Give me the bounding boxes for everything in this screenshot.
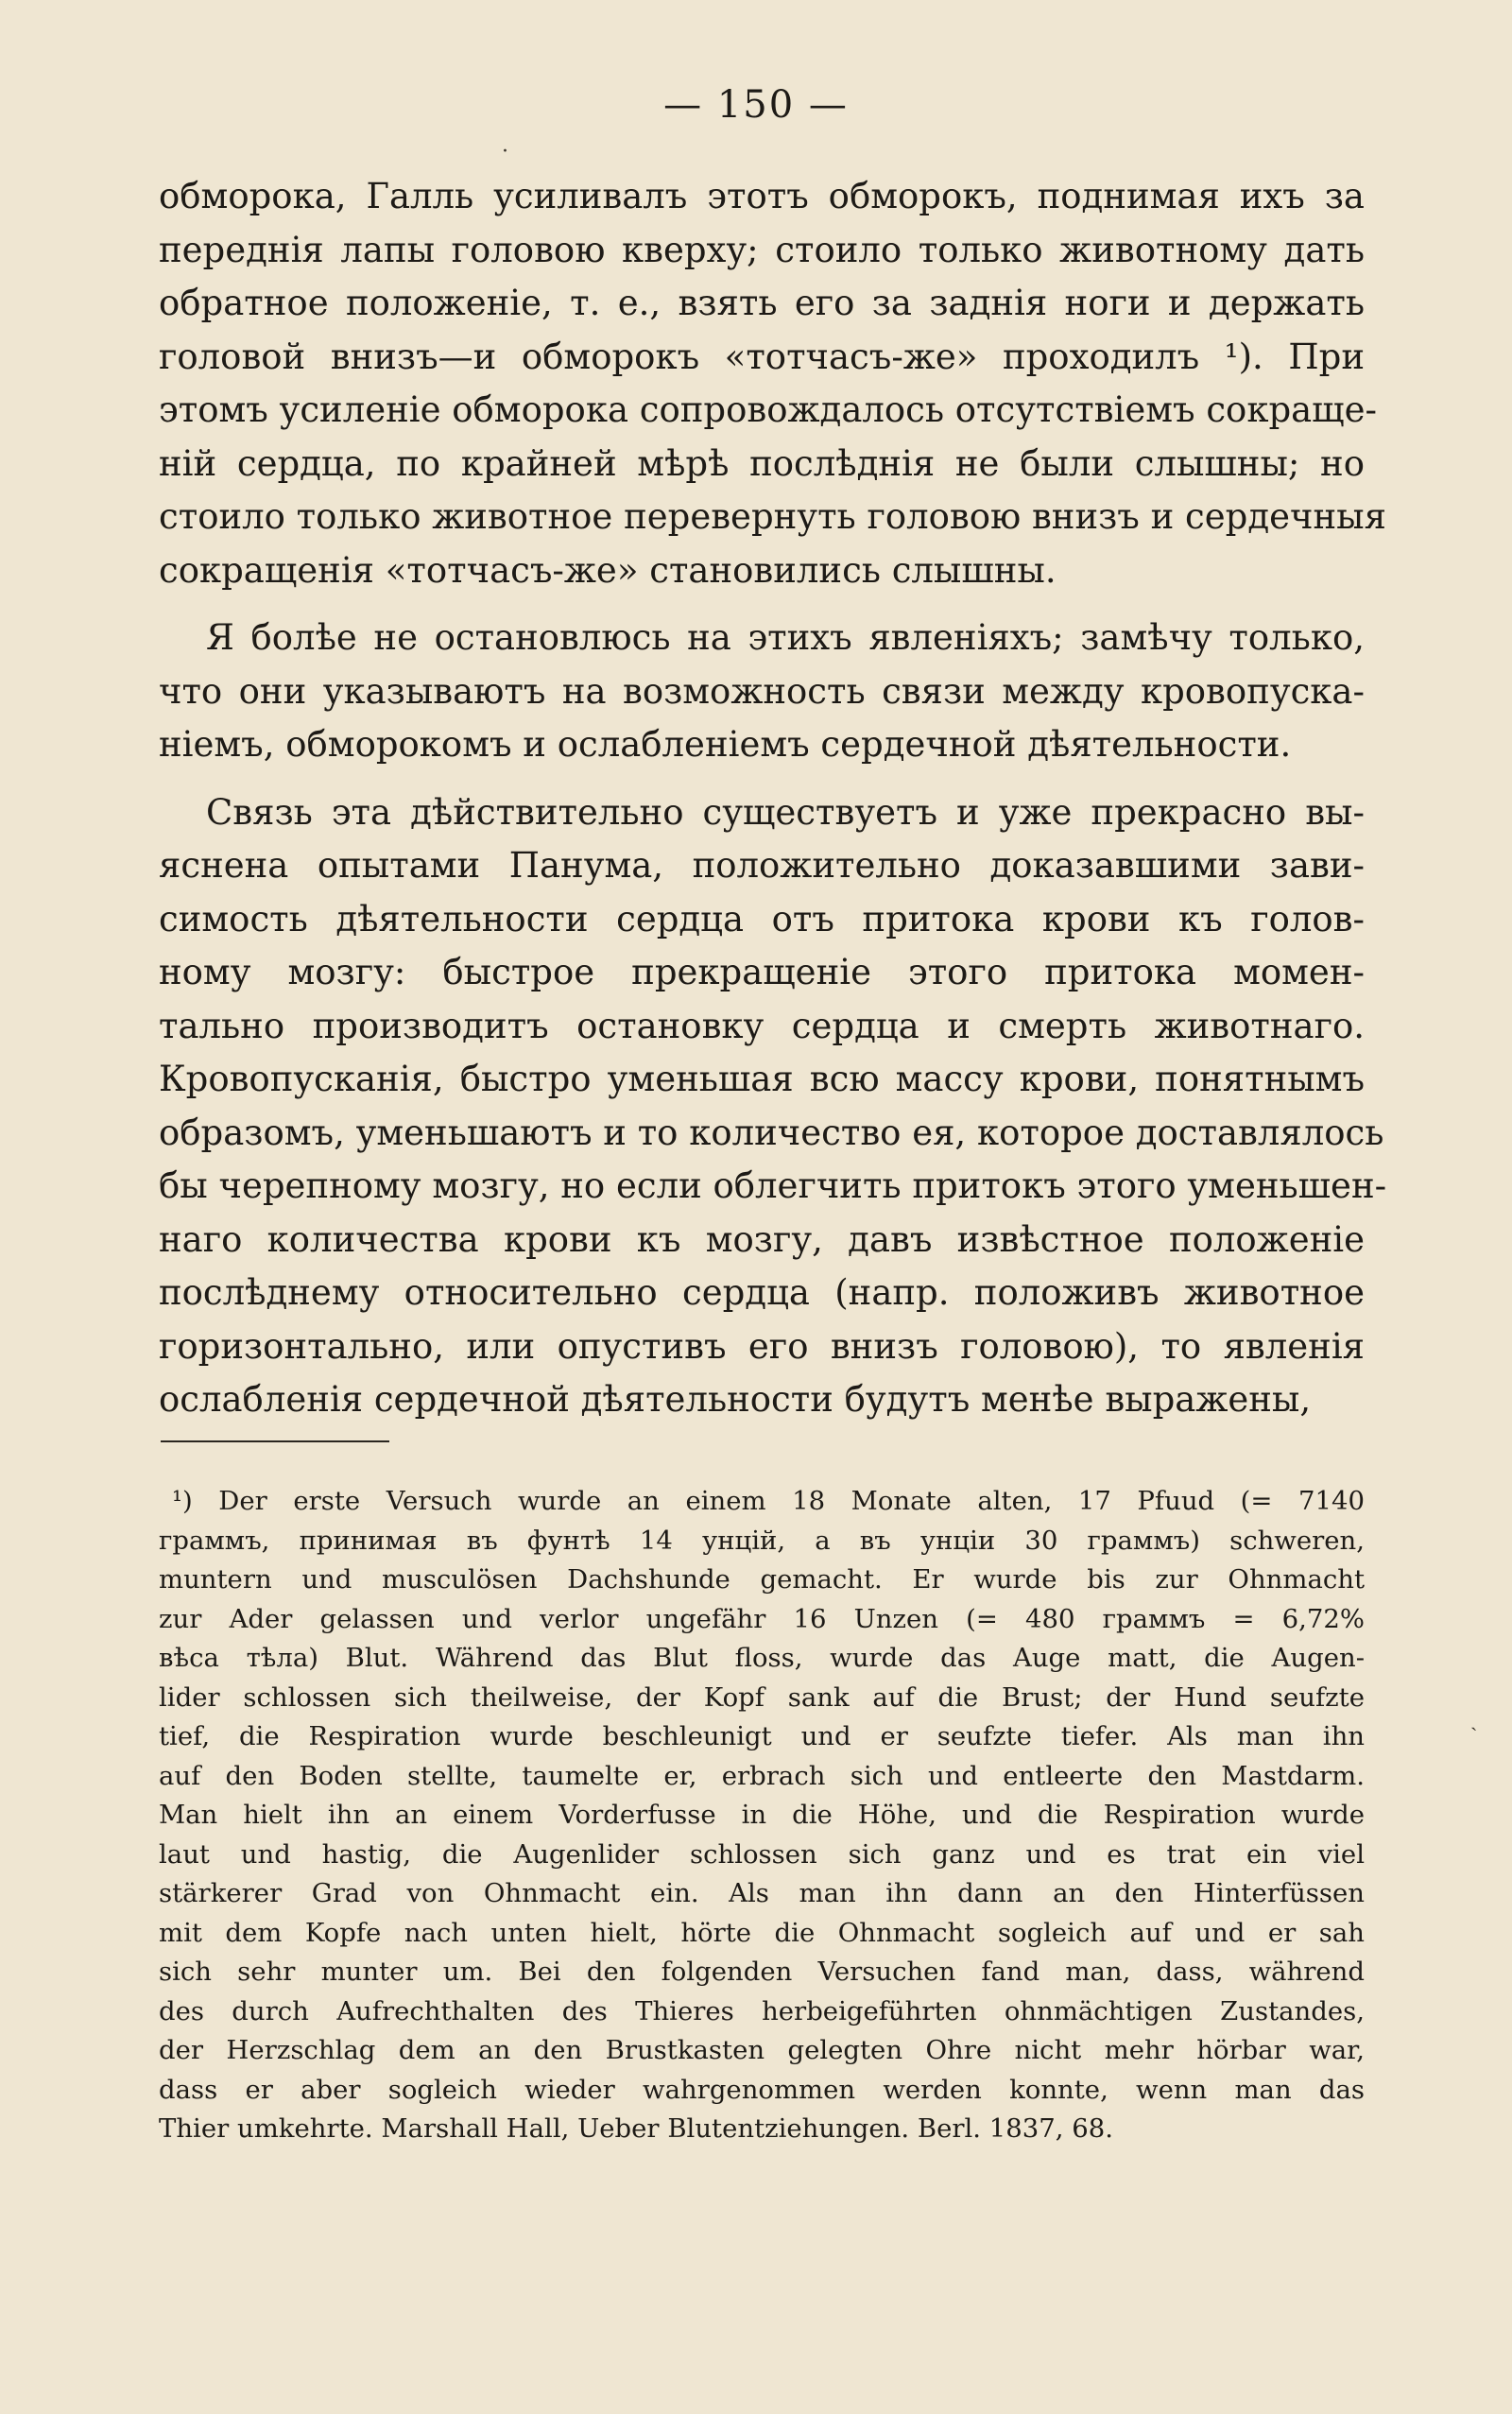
text-line: сокращенія «тотчасъ-же» становились слышны.	[159, 549, 1057, 591]
footnote-line: auf den Boden stellte, taumelte er, erbrach sich und entleerte den Mastdarm.	[159, 1760, 1365, 1791]
text-line: симость дѣятельности сердца отъ притока крови къ голов-	[159, 898, 1365, 940]
text-line: ослабленія сердечной дѣятельности будутъ менѣе выражены,	[159, 1379, 1312, 1420]
text-line: тально производитъ остановку сердца и смерть животнаго.	[159, 1005, 1365, 1046]
text-line: ніемъ, обморокомъ и ослабленіемъ сердечной дѣятельности.	[159, 724, 1292, 765]
text-line: горизонтально, или опустивъ его внизъ головою), то явленія	[159, 1325, 1365, 1367]
footnote-line: muntern und musculösen Dachshunde gemacht. Er wurde bis zur Ohnmacht	[159, 1564, 1365, 1595]
text-line: бы черепному мозгу, но если облегчить притокъ этого уменьшен-	[159, 1165, 1387, 1206]
footnote-line: вѣса тѣла) Blut. Während das Blut floss, wurde das Auge matt, die Augen-	[159, 1643, 1365, 1673]
footnote-line: lider schlossen sich theilweise, der Kopf sank auf die Brust; der Hund seufzte	[159, 1681, 1365, 1713]
margin-tick: ˎ	[1470, 1708, 1478, 1732]
text-line: головой внизъ—и обморокъ «тотчасъ-же» проходилъ ¹). При	[159, 336, 1365, 377]
text-line: ній сердца, по крайней мѣрѣ послѣднія не были слышны; но	[159, 442, 1365, 484]
footnote-line: dass er aber sogleich wieder wahrgenommen werden konnte, wenn man das	[159, 2074, 1365, 2105]
paragraph	[159, 612, 1365, 772]
footnote-line: stärkerer Grad von Ohnmacht ein. Als man ihn dann an den Hinterfüssen	[159, 1878, 1365, 1908]
footnote-line: Thier umkehrte. Marshall Hall, Ueber Blutentziehungen. Berl. 1837, 68.	[159, 2113, 1113, 2144]
footnote-line: mit dem Kopfe nach unten hielt, hörte die Ohnmacht sogleich auf und er sah	[159, 1917, 1365, 1948]
text-line: обратное положеніе, т. е., взять его за заднія ноги и держать	[159, 283, 1365, 323]
text-line: переднія лапы головою кверху; стоило только животному дать	[159, 229, 1365, 270]
footnote-text	[159, 1482, 1365, 2149]
text-line: наго количества крови къ мозгу, давъ извѣстное положеніе	[159, 1218, 1365, 1260]
text-line: Я болѣе не остановлюсь на этихъ явленіяхъ; замѣчу только,	[206, 617, 1365, 658]
footnote-line: ¹) Der erste Versuch wurde an einem 18 Monate alten, 17 Pfuud (= 7140	[172, 1486, 1365, 1516]
text-line: обморока, Галль усиливалъ этотъ обморокъ, поднимая ихъ за	[159, 176, 1365, 216]
footnote-line: der Herzschlag dem an den Brustkasten gelegten Ohre nicht mehr hörbar war,	[159, 2035, 1365, 2065]
text-line: что они указываютъ на возможность связи между кровопуска-	[159, 670, 1365, 712]
text-line: этомъ усиленіе обморока сопровождалось отсутствіемъ сокраще-	[159, 389, 1377, 430]
body-text	[159, 170, 1387, 1441]
ink-dot: ·	[502, 140, 508, 164]
paragraph	[159, 786, 1387, 1427]
text-line: Кровопусканія, быстро уменьшая всю массу крови, понятнымъ	[159, 1059, 1365, 1099]
footnote-line: laut und hastig, die Augenlider schlossen sich ganz und es trat ein viel	[159, 1838, 1365, 1870]
text-line: послѣднему относительно сердца (напр. положивъ животное	[159, 1272, 1365, 1313]
page-number: — 150 —	[663, 83, 849, 127]
text-line: стоило только животное перевернуть головою внизъ и сердечныя	[159, 496, 1386, 537]
text-line: яснена опытами Панума, положительно доказавшими зави-	[159, 845, 1365, 886]
footnote-line: граммъ, принимая въ фунтѣ 14 унцій, а въ унціи 30 граммъ) schweren,	[159, 1525, 1365, 1556]
paragraph	[159, 170, 1386, 597]
footnote-line: sich sehr munter um. Bei den folgenden Versuchen fand man, dass, während	[159, 1957, 1365, 1987]
footnote-line: tief, die Respiration wurde beschleunigt und er seufzte tiefer. Als man ihn	[159, 1721, 1365, 1751]
text-line: Связь эта дѣйствительно существуетъ и уже прекрасно вы-	[206, 791, 1365, 833]
footnote-line: des durch Aufrechthalten des Thieres herbeigeführten ohnmächtigen Zustandes,	[159, 1995, 1365, 2026]
footnote-line: Man hielt ihn an einem Vorderfusse in die Höhe, und die Respiration wurde	[159, 1800, 1365, 1830]
footnote-line: zur Ader gelassen und verlor ungefähr 16 Unzen (= 480 граммъ = 6,72%	[159, 1603, 1365, 1634]
footnote-divider	[161, 1440, 389, 1442]
text-line: ному мозгу: быстрое прекращеніе этого притока момен-	[159, 952, 1365, 992]
text-line: образомъ, уменьшаютъ и то количество ея, которое доставлялось	[159, 1112, 1384, 1153]
